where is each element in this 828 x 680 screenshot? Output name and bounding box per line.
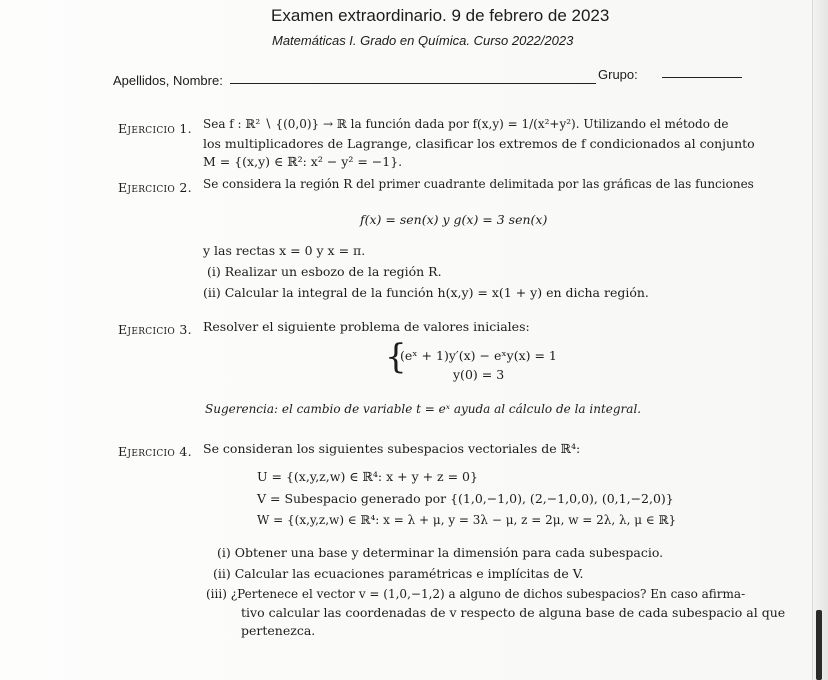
system-brace: { [385, 337, 407, 377]
subspace-V: V = Subespacio generado por {(1,0,−1,0), (2,−1,0,0), (0,1,−2,0)} [257, 491, 674, 506]
group-blank-line [662, 77, 742, 78]
exercise-4-item-ii: (ii) Calcular las ecuaciones paramétricas e implícitas de V. [213, 566, 584, 581]
exercise-3-equation-1: (eˣ + 1)y′(x) − eˣy(x) = 1 [400, 348, 557, 363]
page-edge [812, 0, 828, 680]
name-label: Apellidos, Nombre: [113, 73, 223, 88]
exercise-1-line-3: M = {(x,y) ∈ ℝ²: x² − y² = −1}. [203, 154, 403, 169]
exam-title: Examen extraordinario. 9 de febrero de 2023 [271, 6, 610, 25]
exercise-4-item-iii-line-2: tivo calcular las coordenadas de v respecto de alguna base de cada subespacio al que [241, 605, 786, 620]
exercise-2-label: Ejercicio 2. [118, 180, 192, 195]
exercise-3-hint: Sugerencia: el cambio de variable t = eˣ ayuda al cálculo de la integral. [205, 402, 642, 416]
subspace-U: U = {(x,y,z,w) ∈ ℝ⁴: x + y + z = 0} [257, 469, 478, 484]
exercise-4-item-iii-line-1: (iii) ¿Pertenece el vector v = (1,0,−1,2) a alguno de dichos subespacios? En caso afirma- [206, 587, 746, 601]
exam-subtitle: Matemáticas I. Grado en Química. Curso 2022/2023 [272, 33, 574, 48]
exercise-2-formula: f(x) = sen(x) y g(x) = 3 sen(x) [360, 212, 548, 227]
group-label: Grupo: [598, 67, 638, 82]
exercise-4-intro: Se consideran los siguientes subespacios vectoriales de ℝ⁴: [203, 441, 581, 456]
page-edge-shadow [816, 610, 822, 680]
exercise-1-line-1: Sea f : ℝ² ∖ {(0,0)} → ℝ la función dada por f(x,y) = 1/(x²+y²). Utilizando el método de [203, 117, 729, 131]
subspace-W: W = {(x,y,z,w) ∈ ℝ⁴: x = λ + μ, y = 3λ − μ, z = 2μ, w = 2λ, λ, μ ∈ ℝ} [257, 513, 677, 527]
exercise-1-line-2: los multiplicadores de Lagrange, clasificar los extremos de f condicionados al conjunto [203, 136, 755, 151]
exercise-2-lines: y las rectas x = 0 y x = π. [203, 243, 366, 258]
exercise-4-item-iii-line-3: pertenezca. [241, 623, 316, 638]
exercise-2-intro: Se considera la región R del primer cuadrante delimitada por las gráficas de las funciones [203, 177, 754, 191]
exercise-2-item-i: (i) Realizar un esbozo de la región R. [207, 264, 442, 279]
exercise-4-label: Ejercicio 4. [118, 444, 192, 459]
exercise-3-equation-2: y(0) = 3 [453, 367, 505, 382]
name-blank-line [230, 83, 596, 84]
exercise-3-label: Ejercicio 3. [118, 322, 192, 337]
exercise-2-item-ii: (ii) Calcular la integral de la función h(x,y) = x(1 + y) en dicha región. [203, 285, 649, 300]
exercise-4-item-i: (i) Obtener una base y determinar la dimensión para cada subespacio. [217, 545, 664, 560]
exercise-1-label: Ejercicio 1. [118, 121, 192, 136]
exercise-3-intro: Resolver el siguiente problema de valores iniciales: [203, 319, 530, 334]
